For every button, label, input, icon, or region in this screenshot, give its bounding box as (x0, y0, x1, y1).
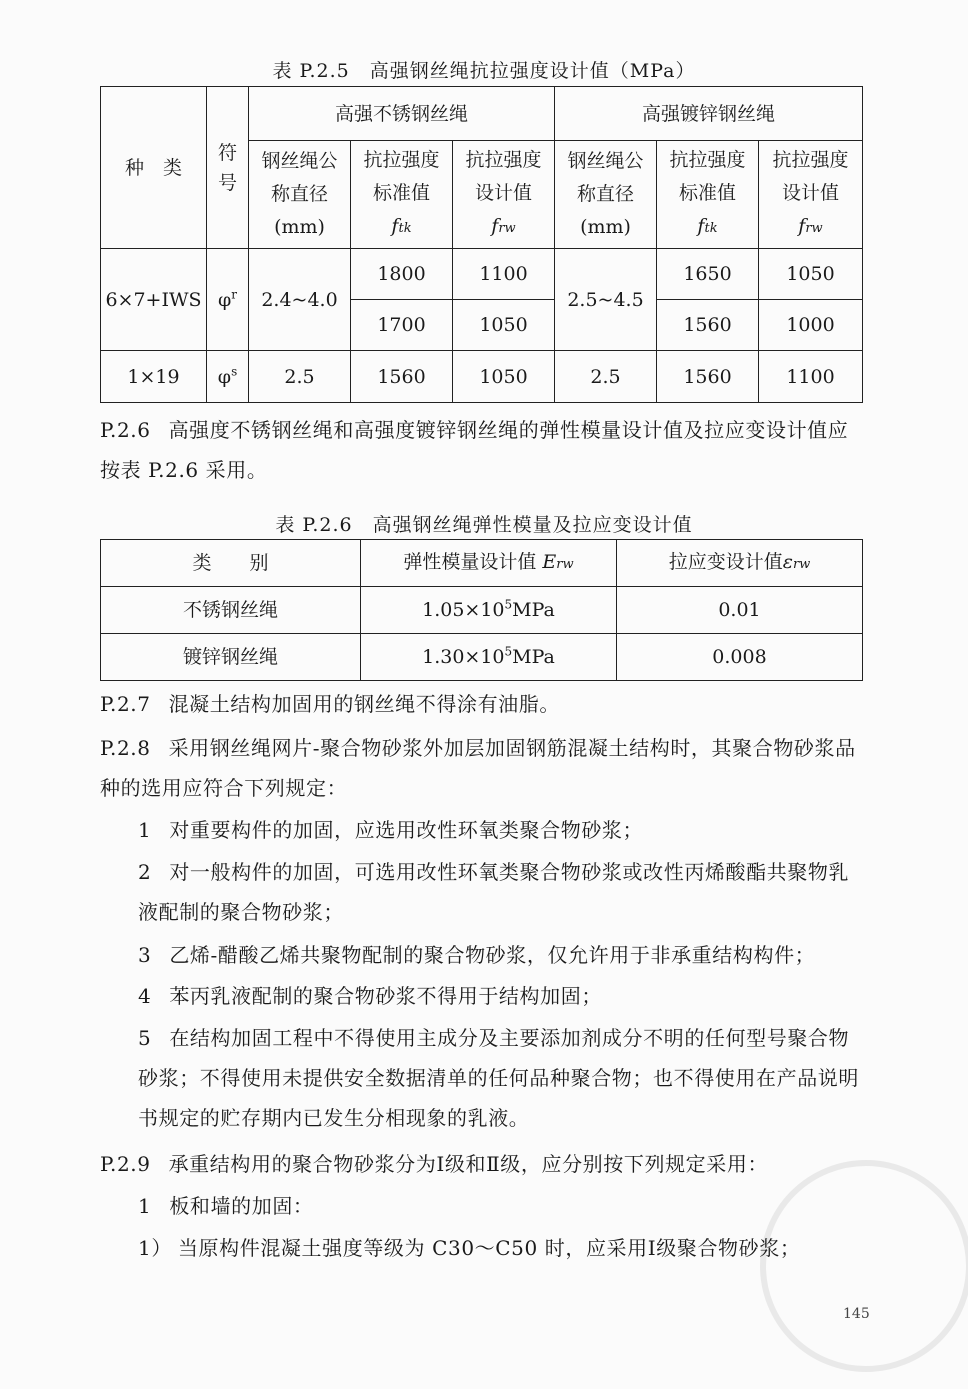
clause-number: P.2.6 (100, 418, 151, 442)
clause-text: 采用钢丝绳网片-聚合物砂浆外加层加固钢筋混凝土结构时，其聚合物砂浆品种的选用应符合下列规定： (100, 736, 856, 800)
header-s-standard: 抗拉强度标准值 ftk (351, 141, 453, 249)
table-p26 (100, 539, 863, 681)
header-category: 类 别 (101, 540, 361, 587)
list-item: 2 对一般构件的加固，可选用改性环氧类聚合物砂浆或改性丙烯酸酯共聚物乳液配制的聚合物砂浆； (138, 860, 850, 924)
row2-type: 1×19 (101, 351, 207, 403)
row1-type: 6×7+IWS (101, 249, 207, 351)
table-p25-caption: 表 P.2.5 高强钢丝绳抗拉强度设计值（MPa） (272, 60, 696, 82)
row1-s-standard-a: 1800 (351, 249, 453, 300)
header-galvanized-group: 高强镀锌钢丝绳 (555, 87, 863, 141)
clause-p229 (100, 1144, 862, 1184)
header-g-standard: 抗拉强度标准值 ftk (657, 141, 759, 249)
clause-text: 高强度不锈钢丝绳和高强度镀锌钢丝绳的弹性模量设计值及拉应变设计值应按表 P.2.6 采用。 (100, 418, 849, 482)
row-category: 不锈钢丝绳 (101, 587, 361, 634)
table-p25 (100, 86, 863, 403)
row2-s-standard: 1560 (351, 351, 453, 403)
row1-g-design-a: 1050 (759, 249, 863, 300)
row2-symbol: $\varphi^s$ (207, 351, 249, 403)
row1-s-standard-b: 1700 (351, 300, 453, 351)
clause-p227 (100, 684, 862, 724)
row-strain: 0.01 (617, 587, 863, 634)
header-s-design: 抗拉强度设计值 frw (453, 141, 555, 249)
list-item: 5 在结构加固工程中不得使用主成分及主要添加剂成分不明的任何型号聚合物砂浆；不得使用未提供安全数据清单的任何品种聚合物；也不得使用在产品说明书规定的贮存期内已发生分相现象的乳液。 (138, 1026, 859, 1130)
header-g-design: 抗拉强度设计值 frw (759, 141, 863, 249)
row1-s-design-b: 1050 (453, 300, 555, 351)
page-number: 145 (843, 1306, 870, 1322)
clause-number: P.2.7 (100, 692, 151, 716)
row1-symbol: $\varphi^r$ (207, 249, 249, 351)
list-item: 1 板和墙的加固： (138, 1194, 314, 1218)
list-item: 3 乙烯-醋酸乙烯共聚物配制的聚合物砂浆，仅允许用于非承重结构构件； (138, 943, 816, 967)
header-stainless-group: 高强不锈钢丝绳 (249, 87, 555, 141)
clause-number: P.2.8 (100, 736, 151, 760)
row2-g-design: 1100 (759, 351, 863, 403)
table-p26-caption: 表 P.2.6 高强钢丝绳弹性模量及拉应变设计值 (275, 514, 693, 536)
clause-text: 承重结构用的聚合物砂浆分为Ⅰ级和Ⅱ级，应分别按下列规定采用： (168, 1152, 769, 1176)
row-category: 镀锌钢丝绳 (101, 634, 361, 681)
clause-p228 (100, 728, 862, 808)
row2-g-diameter: 2.5 (555, 351, 657, 403)
clause-p226 (100, 410, 862, 490)
row2-g-standard: 1560 (657, 351, 759, 403)
header-strain: 拉应变设计值εrw (617, 540, 863, 587)
row2-s-diameter: 2.5 (249, 351, 351, 403)
list-subitem: 1） 当原构件混凝土强度等级为 C30～C50 时，应采用Ⅰ级聚合物砂浆； (138, 1236, 801, 1260)
row1-s-diameter: 2.4~4.0 (249, 249, 351, 351)
header-symbol: 符号 (207, 87, 249, 249)
header-type: 种 类 (101, 87, 207, 249)
clause-text: 混凝土结构加固用的钢丝绳不得涂有油脂。 (168, 692, 560, 716)
row1-s-design-a: 1100 (453, 249, 555, 300)
row1-g-diameter: 2.5~4.5 (555, 249, 657, 351)
header-s-diameter: 钢丝绳公称直径(mm) (249, 141, 351, 249)
header-modulus: 弹性模量设计值 Erw (361, 540, 617, 587)
header-g-diameter: 钢丝绳公称直径(mm) (555, 141, 657, 249)
row1-g-design-b: 1000 (759, 300, 863, 351)
row2-s-design: 1050 (453, 351, 555, 403)
row-modulus: $1.30\times 10^5MPa$ (361, 634, 617, 681)
list-item: 1 对重要构件的加固，应选用改性环氧类聚合物砂浆； (138, 818, 644, 842)
row-modulus: $1.05\times 10^5MPa$ (361, 587, 617, 634)
row1-g-standard-a: 1650 (657, 249, 759, 300)
list-item: 4 苯丙乳液配制的聚合物砂浆不得用于结构加固； (138, 984, 602, 1008)
row-strain: 0.008 (617, 634, 863, 681)
clause-number: P.2.9 (100, 1152, 151, 1176)
row1-g-standard-b: 1560 (657, 300, 759, 351)
